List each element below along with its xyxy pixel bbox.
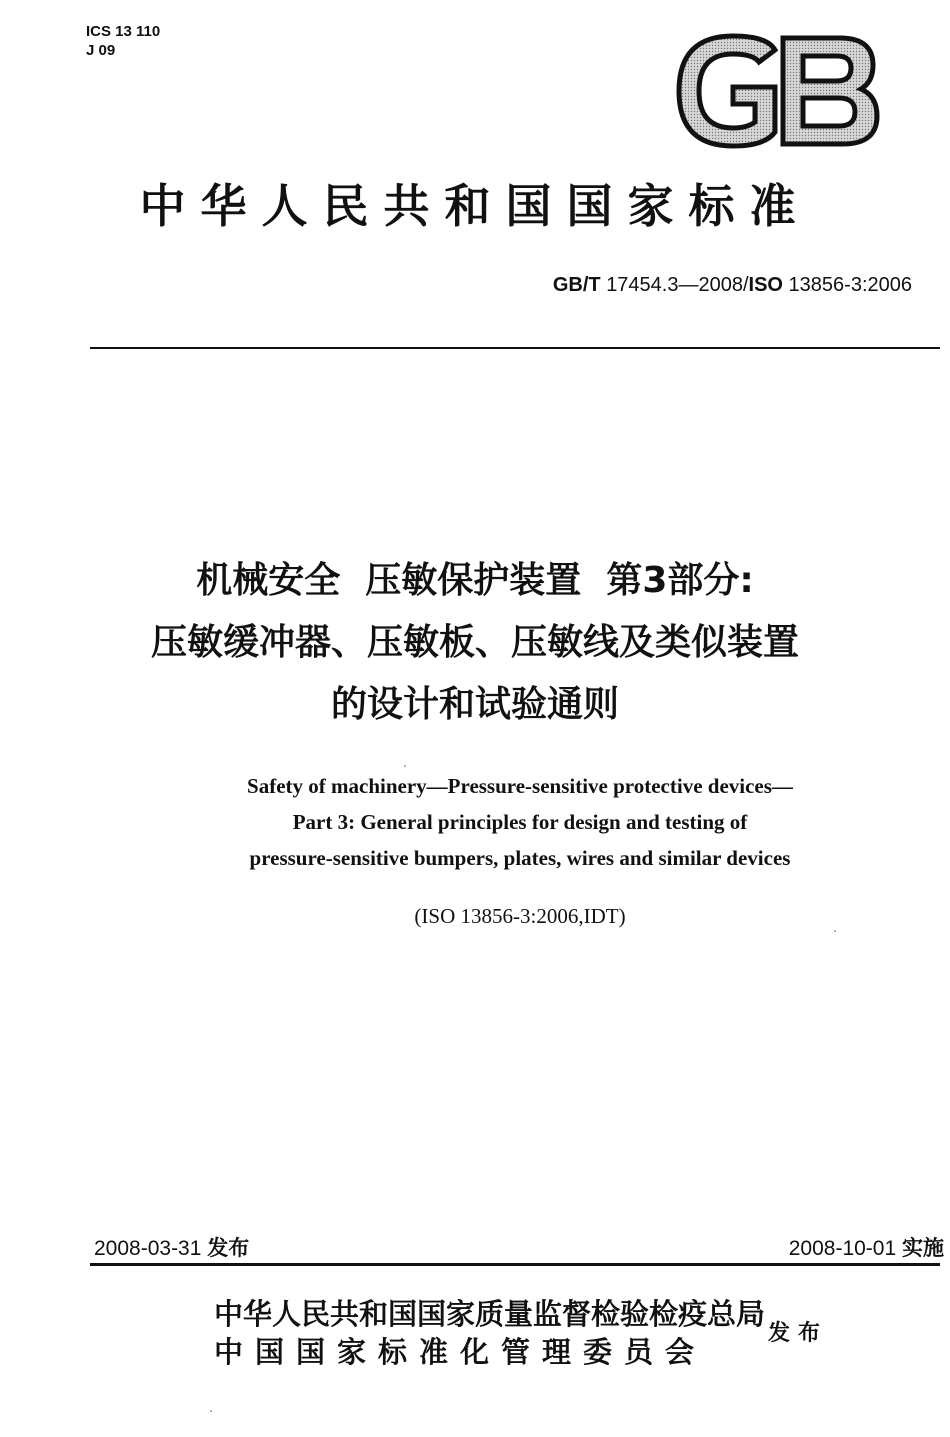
chinese-title-line-2: 压敏缓冲器、压敏板、压敏线及类似装置 bbox=[150, 622, 799, 663]
english-title bbox=[0, 768, 950, 876]
ccs-code: J 09 bbox=[86, 42, 116, 59]
issuer-line-2: 中国国家标准化管理委员会 bbox=[214, 1335, 707, 1369]
english-title-line-2: Part 3: General principles for design and testing of bbox=[292, 810, 748, 834]
classification-codes bbox=[86, 22, 160, 60]
chinese-title-line-3: 的设计和试验通则 bbox=[330, 684, 619, 725]
scan-speck bbox=[404, 765, 406, 767]
standard-number-value: 17454.3—2008/ bbox=[606, 274, 749, 296]
header-divider bbox=[90, 347, 940, 349]
standard-prefix: GB/T bbox=[552, 274, 601, 296]
english-title-line-1: Safety of machinery—Pressure-sensitive protective devices— bbox=[247, 774, 793, 798]
effective-date-value: 2008-10-01 bbox=[788, 1237, 897, 1260]
effective-date bbox=[789, 1232, 944, 1262]
english-title-line-3: pressure-sensitive bumpers, plates, wires and similar devices bbox=[249, 846, 791, 870]
national-standard-title: 中华人民共和国国家标准 bbox=[139, 179, 811, 233]
chinese-title-line-1: 机械安全 压敏保护装置 第3部分: bbox=[196, 560, 754, 601]
gb-logo bbox=[675, 32, 880, 150]
chinese-title bbox=[0, 550, 950, 736]
scan-speck bbox=[834, 930, 836, 932]
footer-divider bbox=[90, 1263, 940, 1266]
iso-prefix: ISO bbox=[748, 274, 783, 296]
scan-speck bbox=[210, 1410, 212, 1412]
iso-reference: (ISO 13856-3:2006,IDT) bbox=[414, 904, 626, 928]
issue-date-value: 2008-03-31 bbox=[94, 1237, 202, 1260]
ics-code: ICS 13 110 bbox=[86, 23, 161, 40]
effective-label: 实施 bbox=[902, 1236, 944, 1260]
iso-number: 13856-3:2006 bbox=[788, 274, 912, 296]
standard-number bbox=[553, 274, 912, 297]
issue-date bbox=[94, 1232, 249, 1262]
publish-label: 发布 bbox=[768, 1321, 829, 1346]
issuing-authorities bbox=[214, 1295, 765, 1371]
issue-label: 发布 bbox=[207, 1236, 250, 1260]
issuer-line-1: 中华人民共和国国家质量监督检验检疫总局 bbox=[214, 1297, 766, 1331]
